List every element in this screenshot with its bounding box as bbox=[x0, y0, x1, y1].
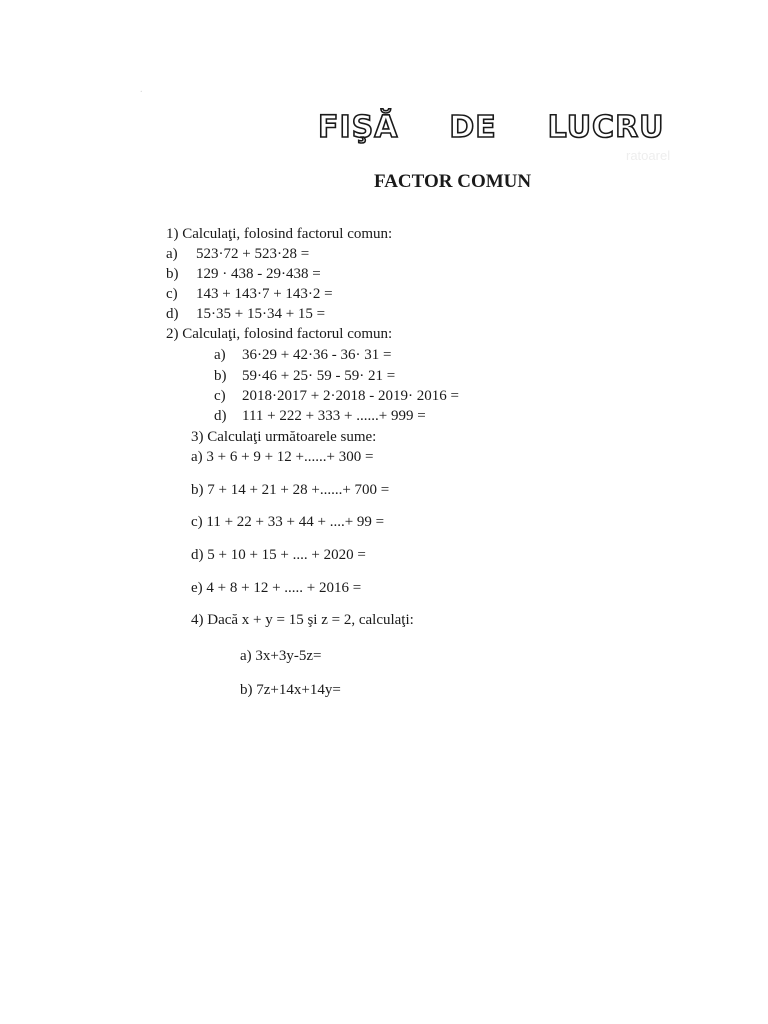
exercise-3-item-b bbox=[191, 480, 389, 500]
exercise-2-item-a bbox=[214, 345, 391, 365]
exercise-3-item-a bbox=[191, 447, 373, 467]
exercise-4-item-b bbox=[240, 680, 341, 700]
item-expression: 15·35 + 15·34 + 15 = bbox=[196, 306, 326, 322]
exercise-1-item-b bbox=[166, 264, 321, 284]
item-label: b) bbox=[240, 682, 253, 698]
exercise-2-heading: 2) Calculaţi, folosind factorul comun: bbox=[166, 326, 393, 342]
item-label: d) bbox=[191, 547, 204, 563]
item-label: e) bbox=[191, 580, 203, 596]
item-label: a) bbox=[166, 246, 178, 262]
item-expression: 11 + 22 + 33 + 44 + ....+ 99 = bbox=[206, 514, 385, 530]
exercise-4-heading: 4) Dacă x + y = 15 şi z = 2, calculaţi: bbox=[191, 612, 414, 628]
item-label: d) bbox=[214, 408, 227, 424]
item-label: c) bbox=[191, 514, 203, 530]
item-expression: 59·46 + 25· 59 - 59· 21 = bbox=[242, 368, 396, 384]
item-label: a) bbox=[240, 648, 252, 664]
item-label: a) bbox=[214, 347, 226, 363]
scan-mark: . bbox=[140, 84, 143, 95]
item-expression: 7 + 14 + 21 + 28 +......+ 700 = bbox=[207, 482, 390, 498]
item-label: c) bbox=[214, 388, 226, 404]
exercise-1-item-a bbox=[166, 244, 309, 264]
exercise-3-item-e bbox=[191, 578, 361, 598]
exercise-3-item-d bbox=[191, 545, 366, 565]
exercise-4-item-a bbox=[240, 646, 321, 666]
exercise-3-heading: 3) Calculaţi următoarele sume: bbox=[191, 429, 377, 445]
exercise-2-item-d bbox=[214, 406, 426, 426]
worksheet-title: FIŞĂ DE LUCRU bbox=[318, 110, 665, 145]
item-expression: 4 + 8 + 12 + ..... + 2016 = bbox=[206, 580, 362, 596]
item-expression: 3x+3y-5z= bbox=[255, 648, 322, 664]
item-label: b) bbox=[214, 368, 227, 384]
item-label: a) bbox=[191, 449, 203, 465]
worksheet-subtitle: FACTOR COMUN bbox=[374, 171, 532, 192]
item-expression: 143 + 143·7 + 143·2 = bbox=[196, 286, 333, 302]
item-expression: 2018·2017 + 2·2018 - 2019· 2016 = bbox=[242, 388, 459, 404]
exercise-1-heading: 1) Calculaţi, folosind factorul comun: bbox=[166, 226, 393, 242]
exercise-1-item-c bbox=[166, 284, 333, 304]
item-expression: 111 + 222 + 333 + ......+ 999 = bbox=[242, 408, 426, 424]
item-expression: 3 + 6 + 9 + 12 +......+ 300 = bbox=[206, 449, 374, 465]
watermark-text: ratoarel bbox=[626, 148, 671, 163]
exercise-3-item-c bbox=[191, 512, 384, 532]
item-expression: 129 · 438 - 29·438 = bbox=[196, 266, 321, 282]
exercise-1-item-d bbox=[166, 304, 325, 324]
item-expression: 5 + 10 + 15 + .... + 2020 = bbox=[207, 547, 366, 563]
item-label: b) bbox=[166, 266, 179, 282]
item-label: b) bbox=[191, 482, 204, 498]
item-label: c) bbox=[166, 286, 178, 302]
item-expression: 523·72 + 523·28 = bbox=[196, 246, 310, 262]
item-expression: 36·29 + 42·36 - 36· 31 = bbox=[242, 347, 392, 363]
item-expression: 7z+14x+14y= bbox=[256, 682, 341, 698]
exercise-2-item-b bbox=[214, 366, 395, 386]
exercise-2-item-c bbox=[214, 386, 459, 406]
item-label: d) bbox=[166, 306, 179, 322]
